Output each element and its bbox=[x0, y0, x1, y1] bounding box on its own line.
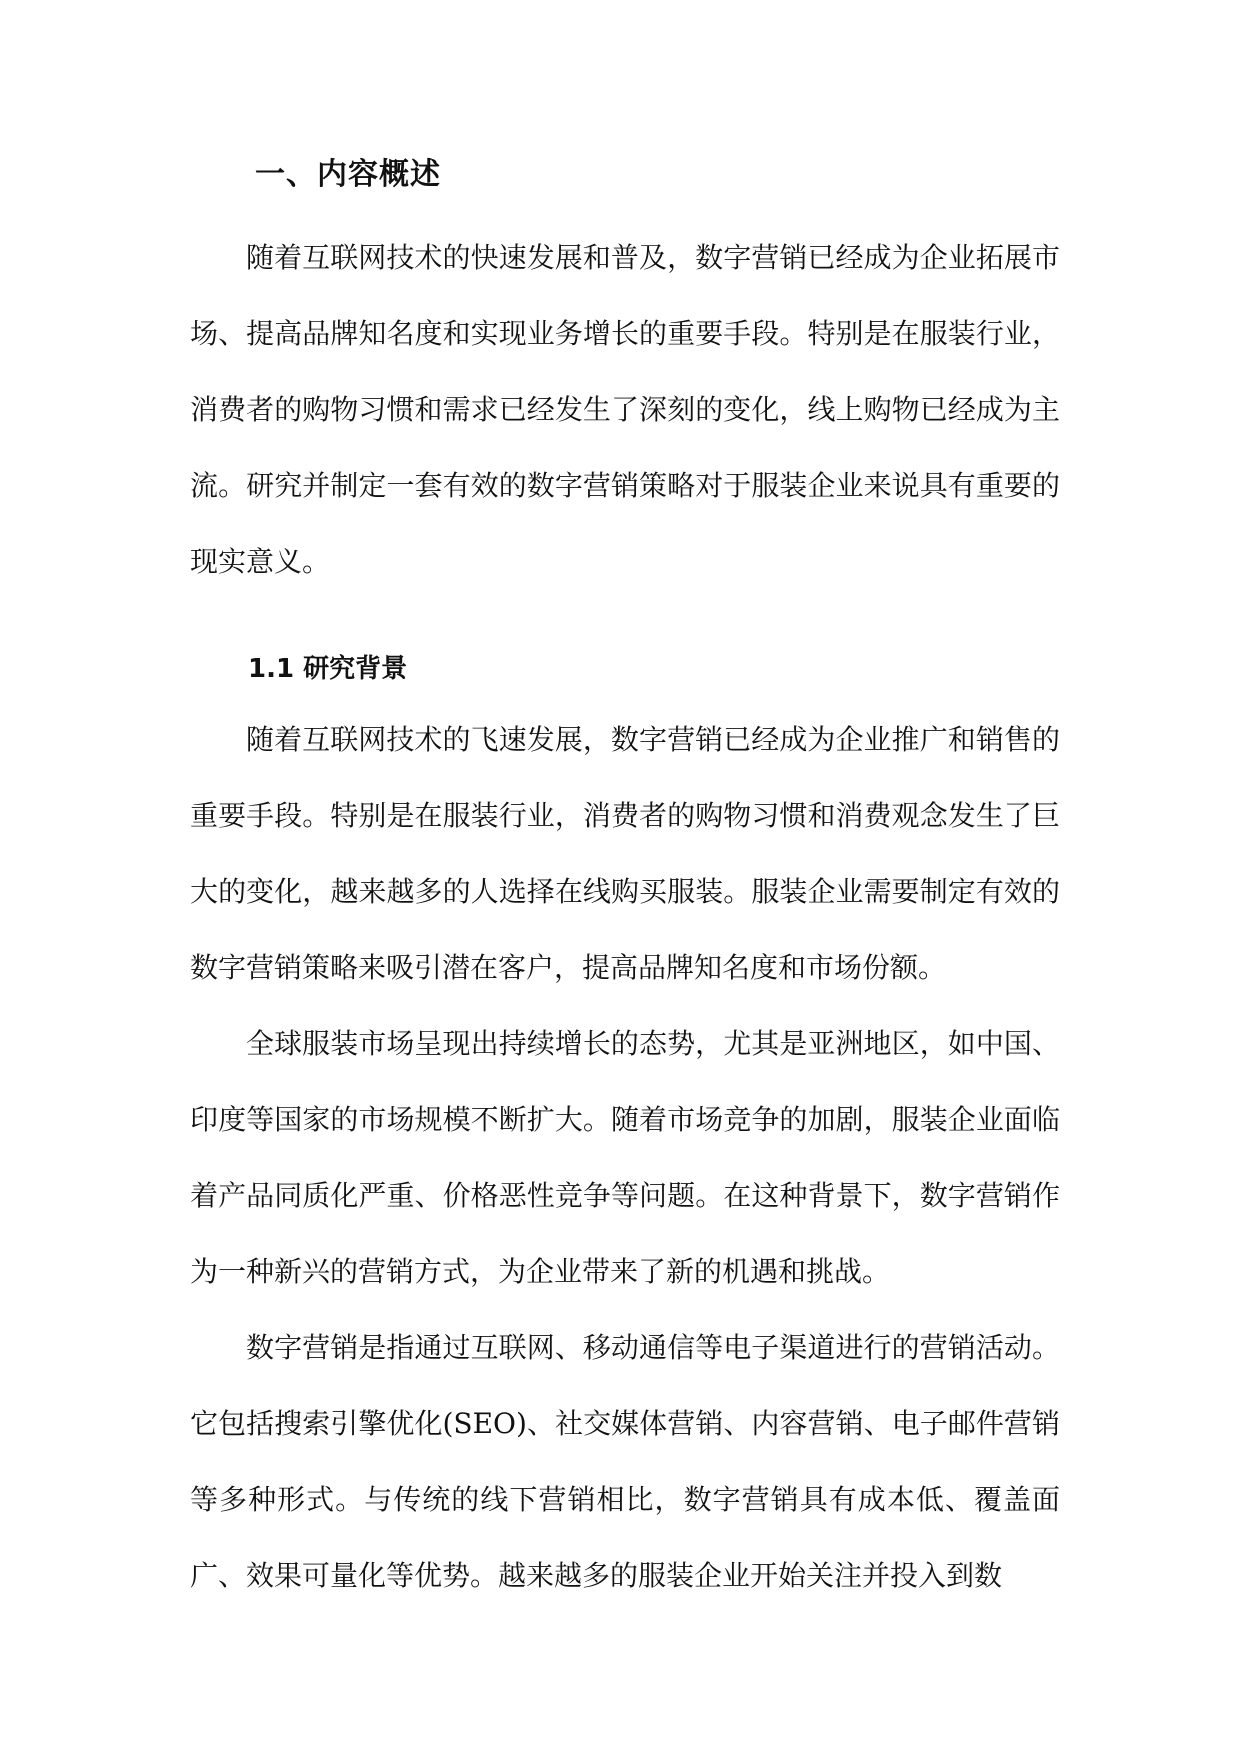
intro-paragraph: 随着互联网技术的快速发展和普及，数字营销已经成为企业拓展市场、提高品牌知名度和实现业务增长的重要手段。特别是在服装行业，消费者的购物习惯和需求已经发生了深刻的变化，线上购物已经成为主流。研究并制定一套有效的数字营销策略对于服装企业来说具有重要的现实意义。 bbox=[190, 241, 1060, 578]
body-paragraph-3: 数字营销是指通过互联网、移动通信等电子渠道进行的营销活动。它包括搜索引擎优化(SEO)、社交媒体营销、内容营销、电子邮件营销等多种形式。与传统的线下营销相比，数字营销具有成本低、覆盖面广、效果可量化等优势。越来越多的服装企业开始关注并投入到数 bbox=[190, 1331, 1060, 1592]
body-paragraph-1: 随着互联网技术的飞速发展，数字营销已经成为企业推广和销售的重要手段。特别是在服装行业，消费者的购物习惯和消费观念发生了巨大的变化，越来越多的人选择在线购买服装。服装企业需要制定有效的数字营销策略来吸引潜在客户，提高品牌知名度和市场份额。 bbox=[190, 723, 1060, 984]
subsection-heading: 1.1 研究背景 bbox=[248, 654, 408, 684]
section-heading: 一、内容概述 bbox=[255, 157, 441, 192]
document-body bbox=[190, 140, 1060, 1614]
body-paragraph-2: 全球服装市场呈现出持续增长的态势，尤其是亚洲地区，如中国、印度等国家的市场规模不断扩大。随着市场竞争的加剧，服装企业面临着产品同质化严重、价格恶性竞争等问题。在这种背景下，数字营销作为一种新兴的营销方式，为企业带来了新的机遇和挑战。 bbox=[190, 1027, 1060, 1288]
